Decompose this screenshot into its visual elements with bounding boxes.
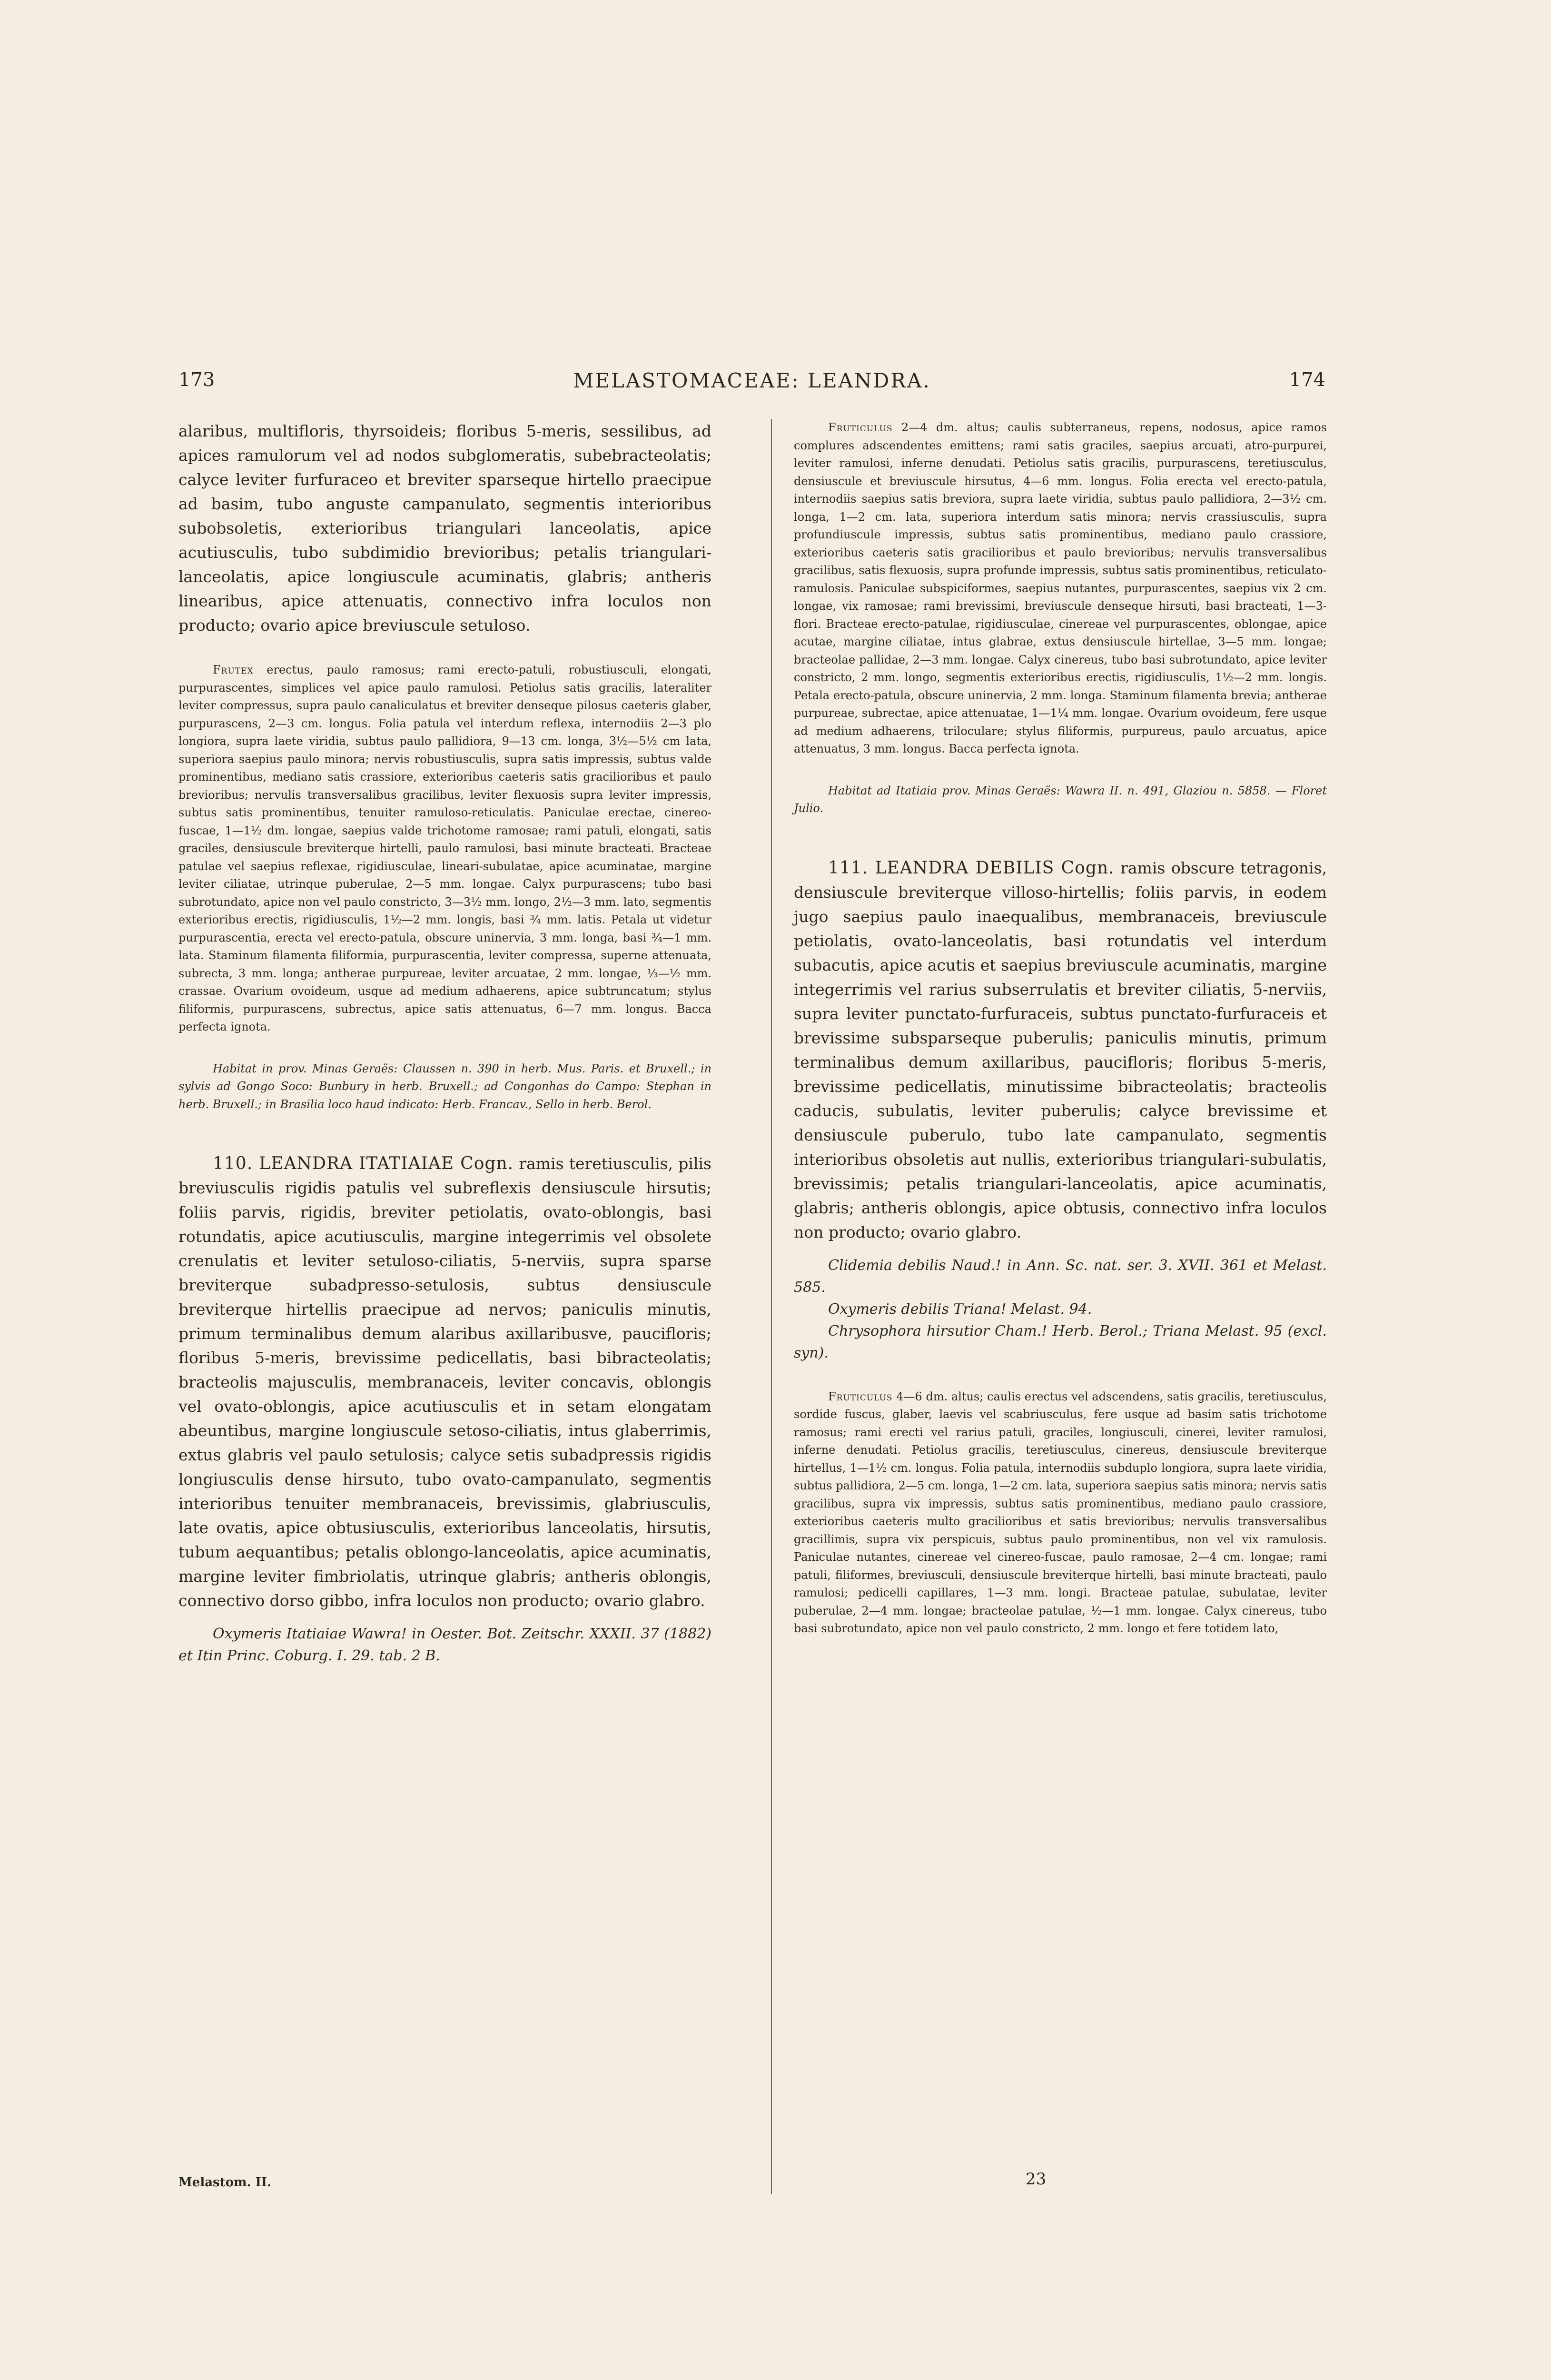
running-title: MELASTOMACEAE: LEANDRA.: [573, 369, 931, 392]
signature-number: 23: [1026, 2170, 1047, 2189]
species-110-description: ramis teretiusculis, pilis breviusculis rigidis patulis vel subreflexis densiuscule hirsutis; foliis parvis, rigidis, breviter petiolatis, ovato-oblongis, basi rotundatis, apice acutiusculis, margine integerrimis vel obsolete crenulatis et leviter setuloso-ciliatis, 5-nerviis, supra sparse breviterque subadpresso-setulosis, subtus densiuscule breviterque hirtellis praecipue ad nervos; paniculis minutis, primum terminalibus demum alaribus axillaribusve, paucifloris; floribus 5-meris, brevissime pedicellatis, basi bibracteolatis; bracteolis majusculis, membranaceis, leviter concavis, oblongis vel ovato-oblongis, apice acutiusculis et in setam elongatam abeuntibus, margine longiuscule setoso-ciliatis, intus glaberrimis, extus glabris vel paulo setulosis; calyce setis subadpressis rigidis longiusculis dense hirsuto, tubo ovato-campanulato, segmentis interioribus tenuiter membranaceis, brevissimis, glabriusculis, late ovatis, apice obtusiusculis, exterioribus lanceolatis, hirsutis, tubum aequantibus; petalis oblongo-lanceolatis, apice acuminatis, margine leviter fimbriolatis, utrinque glabris; antheris oblongis, connectivo dorso gibbo, infra loculos non producto; ovario glabro.: [178, 1154, 711, 1610]
description-lead: Fruticulus: [828, 1389, 893, 1403]
habitat-note: Habitat ad Itatiaia prov. Minas Geraës: Wawra II. n. 491, Glaziou n. 5858. — Floret Julio.: [794, 783, 1327, 815]
footer-signature: Melastom. II.: [178, 2175, 272, 2190]
description-text: 2—4 dm. altus; caulis subterraneus, repens, nodosus, apice ramos complures adscendentes emittens; rami satis graciles, saepius arcuati, atro-purpurei, leviter ramulosi, inferne denudati. Petiolus satis gracilis, purpurascens, teretiusculus, densiuscule et breviuscule hirsutus, 4—6 mm. longus. Folia erecta vel erecto-patula, internodiis saepius satis breviora, supra laete viridia, subtus paulo pallidiora, 2—3½ cm. longa, 1—2 cm. lata, superiora interdum satis minora; nervis crassiusculis, supra profundiuscule impressis, subtus satis prominentibus, mediano paulo crassiore, exterioribus caeteris satis gracilioribus et paulo brevioribus; nervulis transversalibus gracilibus, satis flexuosis, supra profunde impressis, subtus satis prominentibus, reticulato-ramulosis. Paniculae subspiciformes, saepius nutantes, purpurascentes, saepius vix 2 cm. longae, vix ramosae; rami brevissimi, breviuscule denseque hirsuti, basi bracteati, 1—3-flori. Bracteae erecto-patulae, rigidiusculae, cinereae vel purpurascentes, oblongae, apice acutae, margine ciliatae, intus glabrae, extus densiuscule hirtellae, 3—5 mm. longae; bracteolae pallidae, 2—3 mm. longae. Calyx cinereus, tubo basi subrotundato, apice leviter constricto, 2 mm. longo, segmentis exterioribus erectis, rigidiusculis, 1½—2 mm. longis. Petala erecto-patula, obscure uninervia, 2 mm. longa. Staminum filamenta brevia; antherae purpureae, subrectae, apice attenuatae, 1—1¼ mm. longae. Ovarium ovoideum, fere usque ad medium adhaerens, triloculare; stylus filiformis, purpureus, paulo arcuatus, apice attenuatus, 3 mm. longus. Bacca perfecta ignota.: [794, 421, 1327, 755]
detailed-description: [794, 1388, 1327, 1638]
left-column: [178, 419, 711, 1667]
description-lead: Frutex: [213, 663, 254, 676]
citation: Chrysophora hirsutior Cham.! Herb. Berol.; Triana Melast. 95 (excl. syn).: [794, 1322, 1327, 1361]
page-number-right: 174: [1289, 369, 1325, 391]
species-111-description: ramis obscure tetragonis, densiuscule breviterque villoso-hirtellis; foliis parvis, in eodem jugo saepius paulo inaequalibus, membranaceis, breviuscule petiolatis, ovato-lanceolatis, basi rotundatis vel interdum subacutis, apice acutis et saepius breviuscule acuminatis, margine integerrimis vel rarius subserrulatis et breviter ciliatis, 5-nerviis, supra leviter punctato-furfuraceis, subtus punctato-furfuraceis et brevissime subsparseque puberulis; paniculis minutis, primum terminalibus demum axillaribus, paucifloris; floribus 5-meris, brevissime pedicellatis, minutissime bibracteolatis; bracteolis caducis, subulatis, leviter puberulis; calyce brevissime et densiuscule puberulo, tubo late campanulato, segmentis interioribus obsoletis aut nullis, exterioribus triangulari-subulatis, brevissimis; petalis triangulari-lanceolatis, apice acuminatis, glabris; antheris oblongis, apice obtusis, connectivo infra loculos non producto; ovario glabro.: [794, 858, 1327, 1241]
species-110-citation: Oxymeris Itatiaiae Wawra! in Oester. Bot. Zeitschr. XXXII. 37 (1882) et Itin Princ. Coburg. I. 29. tab. 2 B.: [178, 1626, 711, 1664]
species-111-paragraph: [794, 856, 1327, 1244]
species-110-heading: 110. LEANDRA ITATIAIAE Cogn.: [213, 1154, 514, 1173]
description-lead: Fruticulus: [828, 421, 893, 434]
description-text: erectus, paulo ramosus; rami erecto-patuli, robustiusculi, elongati, purpurascentes, simplices vel apice paulo ramulosi. Petiolus satis gracilis, lateraliter leviter compressus, supra paulo canaliculatus et breviter denseque pilosus caeteris glaber, purpurascens, 2—3 cm. longus. Folia patula vel interdum reflexa, internodiis 2—3 plo longiora, supra laete viridia, subtus paulo pallidiora, 9—13 cm. longa, 3½—5½ cm lata, superiora saepius paulo minora; nervis robustiusculis, supra satis impressis, subtus valde prominentibus, mediano satis crassiore, exterioribus caeteris satis gracilioribus et paulo brevioribus; nervulis transversalibus gracilibus, leviter flexuosis supra leviter impressis, subtus satis prominentibus, tenuiter ramuloso-reticulatis. Paniculae erectae, cinereo-fuscae, 1—1½ dm. longae, saepius valde trichotome ramosae; rami patuli, elongati, satis graciles, densiuscule breviterque hirtelli, paulo ramulosi, basi minute bracteati. Bracteae patulae vel saepius reflexae, rigidiusculae, lineari-subulatae, apice acuminatae, margine leviter ciliatae, utrinque puberulae, 2—5 mm. longae. Calyx purpurascens; tubo basi subrotundato, apice non vel paulo constricto, 3—3½ mm. longo, 2½—3 mm. lato, segmentis exterioribus erectis, rigidiusculis, 1½—2 mm. longis, basi ¾ mm. latis. Petala ut videtur purpurascentia, erecta vel erecto-patula, obscure uninervia, 3 mm. longa, basi ¾—1 mm. lata. Staminum filamenta filiformia, purpurascentia, leviter compressa, superne attenuata, subrecta, 3 mm. longa; antherae purpureae, leviter arcuatae, 2 mm. longae, ⅓—½ mm. crassae. Ovarium ovoideum, usque ad medium adhaerens, apice subtruncatum; stylus filiformis, purpurascens, subrectus, apice satis attenuatus, 6—7 mm. longus. Bacca perfecta ignota.: [178, 663, 711, 1033]
detailed-description: [178, 661, 711, 1036]
continued-description: alaribus, multifloris, thyrsoideis; floribus 5-meris, sessilibus, ad apices ramulorum vel ad nodos subglomeratis, subebracteolatis; calyce leviter furfuraceo et breviter sparseque hirtello praecipue ad basim, tubo anguste campanulato, segmentis interioribus subobsoletis, exterioribus triangulari lanceolatis, apice acutiusculis, tubo subdimidio brevioribus; petalis triangulari-lanceolatis, apice longiuscule acuminatis, glabris; antheris linearibus, apice attenuatis, connectivo infra loculos non producto; ovario apice breviuscule setuloso.: [178, 422, 711, 635]
page-number-left: 173: [178, 369, 215, 391]
citation: Oxymeris debilis Triana! Melast. 94.: [828, 1300, 1092, 1318]
page-header: [178, 369, 1325, 402]
species-110-paragraph: [178, 1151, 711, 1613]
right-column: [794, 419, 1327, 1638]
habitat-note: Habitat in prov. Minas Geraës: Claussen n. 390 in herb. Mus. Paris. et Bruxell.; in sylvis ad Gongo Soco: Bunbury in herb. Bruxell.; ad Congonhas do Campo: Stephan in herb. Bruxell.; in Brasilia loco haud indicato: Herb. Francav., Sello in herb. Berol.: [178, 1061, 711, 1111]
species-111-heading: 111. LEANDRA DEBILIS Cogn.: [828, 858, 1115, 878]
column-divider: [771, 419, 772, 2194]
description-text: 4—6 dm. altus; caulis erectus vel adscendens, satis gracilis, teretiusculus, sordide fuscus, glaber, laevis vel scabriusculus, fere usque ad basim satis trichotome ramosus; rami erecti vel rarius patuli, graciles, longiusculi, cinerei, leviter ramulosi, inferne denudati. Petiolus gracilis, teretiusculus, cinereus, densiuscule breviterque hirtellus, 1—1½ cm. longus. Folia patula, internodiis subduplo longiora, supra laete viridia, subtus pallidiora, 2—5 cm. longa, 1—2 cm. lata, superiora saepius satis minora; nervis satis gracilibus, supra vix impressis, subtus satis prominentibus, mediano paulo crassiore, exterioribus caeteris multo gracilioribus et satis brevioribus; nervulis transversalibus gracillimis, supra vix perspicuis, subtus paulo prominentibus, non vel vix ramulosis. Paniculae nutantes, cinereae vel cinereo-fuscae, paulo ramosae, 2—4 cm. longae; rami patuli, filiformes, breviusculi, densiuscule breviterque hirtelli, basi minute bracteati, paulo ramulosi; pedicelli capillares, 1—3 mm. longi. Bracteae patulae, subulatae, leviter puberulae, 2—4 mm. longae; bracteolae patulae, ½—1 mm. longae. Calyx cinereus, tubo basi subrotundato, apice non vel paulo constricto, 2 mm. longo et fere totidem lato,: [794, 1389, 1327, 1635]
citation: Clidemia debilis Naud.! in Ann. Sc. nat. ser. 3. XVII. 361 et Melast. 585.: [794, 1257, 1327, 1296]
detailed-description: [794, 419, 1327, 758]
species-111-citations: [794, 1255, 1327, 1364]
